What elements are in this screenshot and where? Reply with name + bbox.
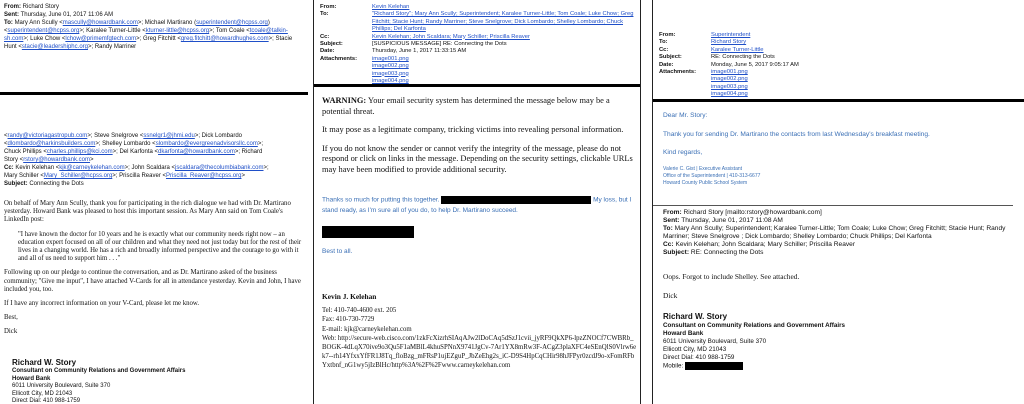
email-link[interactable]: randy@victoriagastropub.com (7, 133, 88, 139)
orig-sent: Thursday, June 01, 2017 11:08 AM (681, 217, 783, 224)
email-link[interactable]: kturner-little@hcpss.org (145, 28, 210, 34)
sent-value: Thursday, June 01, 2017 11:06 AM (20, 12, 114, 18)
sig-address: 6011 University Boulevard, Suite 370 (663, 338, 767, 345)
header-divider (314, 84, 641, 87)
attachment-link[interactable]: image004.png (711, 91, 748, 98)
body-paragraph: If I have any incorrect information on your V-Card, please let me know. (4, 300, 200, 308)
redaction-bar (441, 196, 591, 204)
sig-title: Consultant on Community Relations and Government Affairs (663, 322, 846, 329)
signoff: Dick (663, 291, 678, 300)
header-divider (653, 99, 1024, 102)
redaction-bar (322, 226, 414, 238)
security-warning: WARNING: Your email security system has determined the message below may be a potential threat. It may pose as a legitimate company, tricking victims into revealing personal information. If you do not know the sender or cannot verify the integrity of the message, please do not respond or click on links in the message. Depending on the security settings, clickable URLs may have been modified to provide additional security. (322, 96, 633, 174)
email-link[interactable]: superintendent@hcpss.org (7, 28, 80, 34)
body-paragraph: On behalf of Mary Ann Scully, thank you for participating in the rich dialogue we had with Dr. Martirano yesterday. Howard Bank was pleased to host this important session. As Mary Ann said on Tom Coale's LinkedIn post: (4, 200, 291, 224)
attachment-link[interactable]: image001.png (372, 55, 409, 62)
recipients-link[interactable]: "Richard Story"; Mary Ann Scully; Superintendent; Karalee Turner-Little; Tom Coale; Luke Chow; Greg Fitchitt; Stacie Hunt; Randy Marriner; Steve Snelgrove; Dick Lombardo; Shelley Lombardo; Chuck Phillips; Del Karfonta (372, 11, 634, 33)
attachment-link[interactable]: image003.png (711, 83, 748, 90)
email-link[interactable]: slombardo@evergreenadvisorsllc.com (155, 141, 258, 147)
body-paragraph: Following up on our pledge to continue the conversation, and as Dr. Martirano asked of the business community; "Give me input", I have attached V-Cards for all in attendance yesterday. Kevin and John, I have included you, too. (4, 269, 301, 293)
sig-name: Richard W. Story (12, 358, 77, 367)
signoff: Dick (4, 328, 18, 336)
email-header-continued: <randy@victoriagastropub.com>; Steve Snelgrove <ssnelgr1@jhmi.edu>; Dick Lombardo <dlombardo@harkinsbuilders.com>; Shelley Lombardo <slombardo@evergreenadvisorsllc.com>; Chuck Phillips <charles.phillips@kci.com>; Del Karfonta <dkarfonta@howardbank.com>; Richard Story <rstory@howardbank.com> Cc: Kevin Kelehan <kjk@carneykelehan.com>; John Scaldara <jscaldara@thecolumbiabank.com>; Mary Schiller <Mary_Schiller@hcpss.org>; Priscilla Reaver <Priscilla_Reaver@hcpss.org> Subject: Connecting the Dots (4, 133, 269, 187)
subject-value: Connecting the Dots (29, 181, 84, 187)
page-break-bar (0, 92, 308, 95)
quoted-header: From: Richard Story [mailto:rstory@howardbank.com] Sent: Thursday, June 01, 2017 11:08 AM To: Mary Ann Scully; Superintendent; Karalee Turner-Little; Tom Coale; Luke Chow; Greg Fitchitt; Stacie Hunt; Randy Marriner; Steve Snelgrove ; Dick Lombardo; Shelley Lombardo; Chuck Phillips; Del Karfonta Cc: Kevin Kelehan; John Scaldara; Mary Schiller; Priscilla Reaver Subject: RE: Connecting the Dots (663, 209, 1006, 256)
sig-title: Consultant on Community Relations and Government Affairs (12, 368, 186, 374)
date-value: Monday, June 5, 2017 9:05:17 AM (711, 61, 799, 68)
date-value: Thursday, June 1, 2017 11:33:15 AM (372, 48, 467, 55)
quoted-divider (653, 205, 1013, 206)
email-link[interactable]: greg.fitchitt@howardhughes.com (180, 36, 269, 42)
cc-label: Cc: (4, 165, 14, 171)
email-body (4, 200, 302, 337)
email-link[interactable]: ssnelgr1@jhmi.edu (143, 133, 195, 139)
sig-company: Howard Bank (12, 375, 51, 382)
reply-body: Thanks so much for putting this together. My loss, but I stand ready, as I'm sure all of you do, to help Dr. Martirano succeed. Best to all. (322, 196, 632, 255)
cc-link[interactable]: Karalee Turner-Little (711, 46, 764, 53)
sig-phone: Direct Dial: 410 988-1759 (663, 354, 735, 361)
attachment-link[interactable]: image002.png (372, 63, 409, 70)
assistant-org: Howard County Public School System (663, 179, 748, 186)
attachment-link[interactable]: image003.png (372, 70, 409, 77)
signature-block (12, 358, 304, 404)
email-link[interactable]: mascully@howardbank.com (62, 20, 138, 26)
recipient-link[interactable]: Richard Story (711, 39, 747, 46)
body-text: Oops. Forgot to include Shelley. See attached. (663, 272, 800, 281)
sig-web-url[interactable]: Web: http://secure-web.cisco.com/1zkFcXizrhSIAqAJw2lDoCAq5dSzJ1cvii_jyRF9QkXP6-lpzZNOCf7CWBRb_BOGK-4dLqX70ive9o3Qu5F1aMBlL4khuSPNnX9741JgCv-7Ar1YX8mRw3F-ACgZ3plaXFC4eSEnQlS0Vlrw6ek7--rh14YfxxYfFR1J8Tq_floBzg_mFRsP1ujEZguP_JbZeEhg2s_iC-D9S4HpCqCHir98hJFPyr0zcdJ9o-xFomRFbYxtbnf_nG1wy5jIzBlHc/http%3A%2F%2Fwww.carneykelehan.com (322, 334, 637, 370)
email-link[interactable]: kjk@carneykelehan.com (59, 165, 125, 171)
sig-phone: Direct Dial: 410 988-1759 (12, 398, 81, 404)
to-recipients: To: Mary Ann Scully <mascully@howardbank.com>; Michael Martirano (superintendent@hcpss.org) <superintendent@hcpss.org>; Karalee Turner-Little <kturner-little@hcpss.org>; Tom Coale <tcoale@talkin-sh.com>; Luke Chow <lchow@primemfgtech.com>; Greg Fitchitt <greg.fitchitt@howardhughes.com>; Stacie Hunt <stacie@leadershiphc.org>; Randy Marriner (4, 20, 293, 50)
email-link[interactable]: charles.phillips@kci.com (46, 149, 113, 155)
attachment-link[interactable]: image004.png (372, 78, 409, 85)
email-link[interactable]: stacie@leadershiphc.org (21, 44, 88, 50)
assistant-office: Office of the Superintendent | 410-313-6677 (663, 172, 761, 179)
sent-label: Sent: (4, 12, 19, 18)
reply-text: Thank you for sending Dr. Martirano the contacts from last Wednesday's breakfast meeting. (663, 130, 930, 138)
sig-city: Ellicott City, MD 21043 (663, 346, 727, 353)
subject-value: RE: Connecting the Dots (711, 54, 775, 61)
email-link[interactable]: dkarfonta@howardbank.com (158, 149, 235, 155)
email-link[interactable]: Priscilla_Reaver@hcpss.org (165, 173, 242, 179)
email-panel-left (0, 0, 308, 404)
sender-link[interactable]: Kevin Kelehan (372, 4, 410, 10)
email-panel-right (652, 0, 1024, 404)
email-panel-middle (313, 0, 641, 404)
reply-body (663, 112, 1013, 187)
sender-link[interactable]: Superintendent (711, 32, 751, 38)
orig-cc: Kevin Kelehan; John Scaldara; Mary Schiller; Priscilla Reaver (675, 241, 856, 248)
redaction-bar (685, 362, 743, 370)
orig-from: Richard Story [mailto:rstory@howardbank.com] (683, 209, 822, 216)
sig-mobile-label: Mobile: (663, 362, 684, 370)
email-link[interactable]: tcoale@talkin-sh.com (4, 28, 288, 42)
sig-name: Richard W. Story (663, 312, 728, 321)
sig-phone: Tel: 410-740-4600 ext. 205 (322, 307, 397, 315)
email-link[interactable]: superintendent@hcpss.org (196, 20, 268, 26)
attachments-list (711, 69, 1018, 99)
orig-subject: RE: Connecting the Dots (690, 249, 764, 256)
email-link[interactable]: Mary_Schiller@hcpss.org (43, 173, 113, 179)
assistant-name: Valerie C. Gist | Executive Assistant (663, 165, 743, 172)
warning-label: WARNING: (322, 96, 367, 105)
quote-paragraph: "I have known the doctor for 10 years and he is exactly what our community needs right now – an education expert focused on all of our children and what they need not just today but for the rest of their lives in a changing world. He has a rich and broadly informed perspective and the courage to go with it and all of us need to support him . . ." (18, 230, 302, 263)
sig-address: 6011 University Boulevard, Suite 370 (12, 383, 111, 390)
email-link[interactable]: dlombardo@harkinsbuilders.com (7, 141, 96, 147)
email-header: From: Superintendent To: Richard Story Cc: Karalee Turner-Little Subject: RE: Connecting the Dots Date: Monday, June 5, 2017 9:05:17 AM Attachments: image001.png image002.png image003.png image004.png (659, 0, 1018, 99)
sig-company: Howard Bank (663, 330, 704, 337)
attachments-list (372, 56, 634, 86)
sig-city: Ellicott City, MD 21043 (12, 390, 73, 397)
email-header-top (4, 0, 304, 51)
subject-value: [SUSPICIOUS MESSAGE] RE: Connecting the Dots (372, 41, 507, 48)
from-label: From: (4, 4, 21, 10)
sig-name: Kevin J. Kelehan (322, 292, 377, 301)
quoted-body (663, 272, 1015, 300)
subject-label: Subject: (4, 181, 28, 187)
closing: Best, (4, 314, 18, 322)
orig-to: Mary Ann Scully; Superintendent; Karalee Turner-Little; Tom Coale; Luke Chow; Greg Fitchitt; Stacie Hunt; Randy Marriner; Steve Snelgrove ; Dick Lombardo; Shelley Lombardo; Chuck Phillips; Del Karfonta (663, 225, 1006, 240)
attachment-link[interactable]: image001.png (711, 69, 748, 76)
sig-fax: Fax: 410-730-7729 (322, 316, 375, 324)
attachment-link[interactable]: image002.png (711, 76, 748, 83)
kelehan-signature (322, 292, 638, 371)
cc-link[interactable]: Kevin Kelehan; John Scaldara; Mary Schiller; Priscilla Reaver (372, 33, 530, 40)
signature-block (663, 312, 1015, 371)
sig-email: E-mail: kjk@carneykelehan.com (322, 325, 412, 333)
email-link[interactable]: jscaldara@thecolumbiabank.com (175, 165, 264, 171)
email-link[interactable]: rstory@howardbank.com (23, 157, 90, 163)
closing: Kind regards, (663, 149, 703, 157)
email-header: From: Kevin Kelehan To: "Richard Story"; Mary Ann Scully; Superintendent; Karalee Turner-Little; Tom Coale; Luke Chow; Greg Fitchitt; Stacie Hunt; Randy Marriner; Steve Snelgrove; Dick Lombardo; Shelley Lombardo; Chuck Phillips; Del Karfonta Cc: Kevin Kelehan; John Scaldara; Mary Schiller; Priscilla Reaver Subject: [SUSPICIOUS MESSAGE] RE: Connecting the Dots Date: Thursday, June 1, 2017 11:33:15 AM Attachments: image001.png image002.png image003.png image004.png (320, 4, 634, 85)
greeting: Dear Mr. Story: (663, 112, 708, 119)
from-value: Richard Story (22, 4, 60, 10)
email-link[interactable]: lchow@primemfgtech.com (65, 36, 137, 42)
